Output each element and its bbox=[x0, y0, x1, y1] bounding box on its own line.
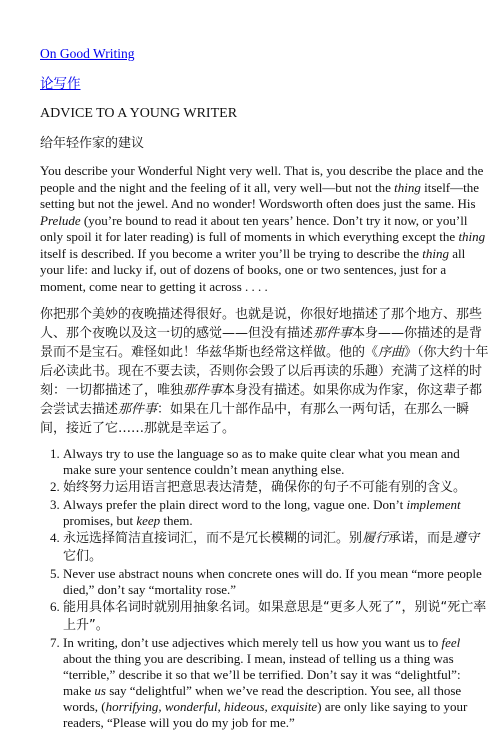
list-item: 4. 永远选择简洁直接词汇，而不是冗长模糊的词汇。别履行承诺，而是遵守它们。 bbox=[63, 529, 490, 566]
section-heading-en: ADVICE TO A YOUNG WRITER bbox=[40, 106, 238, 121]
list-item: 2. 始终努力运用语言把意思表达清楚，确保你的句子不可能有别的含义。 bbox=[63, 478, 490, 497]
list-item: 5. Never use abstract nouns when concrete ones will do. If you mean “more people died,” don’t say “mortality rose.” bbox=[63, 566, 490, 598]
list-item: 3. Always prefer the plain direct word to the long, vague one. Don’t implement promises, but keep them. bbox=[63, 497, 490, 529]
section-heading-zh: 给年轻作家的建议 bbox=[40, 136, 145, 151]
intro-paragraph-zh: 你把那个美妙的夜晚描述得很好。也就是说，你很好地描述了那个地方、那些人、那个夜晚以及这一切的感觉——但没有描述那件事本身——你描述的是背景而不是宝石。难怪如此！华兹华斯也经常这样做。他的《序曲》（你大约十年后必读此书。现在不要去读，否则你会毁了以后再读的乐趣）充满了这样的时刻：一切都描述了，唯独那件事本身没有描述。如果你成为作家，你这辈子都会尝试去描述那件事：如果在几十部作品中，有那么一两句话，在那么一瞬间，接近了它……那就是幸运了。 bbox=[40, 307, 489, 436]
on-good-writing-link[interactable]: On Good Writing bbox=[40, 46, 135, 61]
list-item: 6. 能用具体名词时就别用抽象名词。如果意思是“更多人死了”，别说“死亡率上升”。 bbox=[63, 598, 490, 635]
list-item: 1. Always try to use the language so as to make quite clear what you mean and make sure your sentence couldn’t mean anything else. bbox=[63, 446, 490, 478]
intro-paragraph-en: You describe your Wonderful Night very well. That is, you describe the place and the people and the night and the feeling of it all, very well—but not the thing itself—the setting but not the jewel. And no wonder! Wordsworth often does just the same. His Prelude (you’re bound to read it about ten years’ hence. Don’t try it now, or you’ll only spoil it for later reading) is full of moments in which everything except the thing itself is described. If you become a writer you’ll be trying to describe the thing all your life: and lucky if, out of dozens of books, one or two sentences, just for a moment, come near to getting it across . . . . bbox=[40, 163, 486, 294]
chinese-title-link[interactable]: 论写作 bbox=[40, 76, 81, 91]
list-item: 7. In writing, don’t use adjectives which merely tell us how you want us to feel about the thing you are describing. I mean, instead of telling us a thing was “terrible,” describe it so that we’ll be terrified. Don’t say it was “delightful”: make us say “delightful” when we’ve read the description. You see, all those words, (horrifying, wonderful, hideous, exquisite) are only like saying to your readers, “Please will you do my job for me.” bbox=[63, 635, 490, 731]
advice-list bbox=[40, 446, 490, 731]
